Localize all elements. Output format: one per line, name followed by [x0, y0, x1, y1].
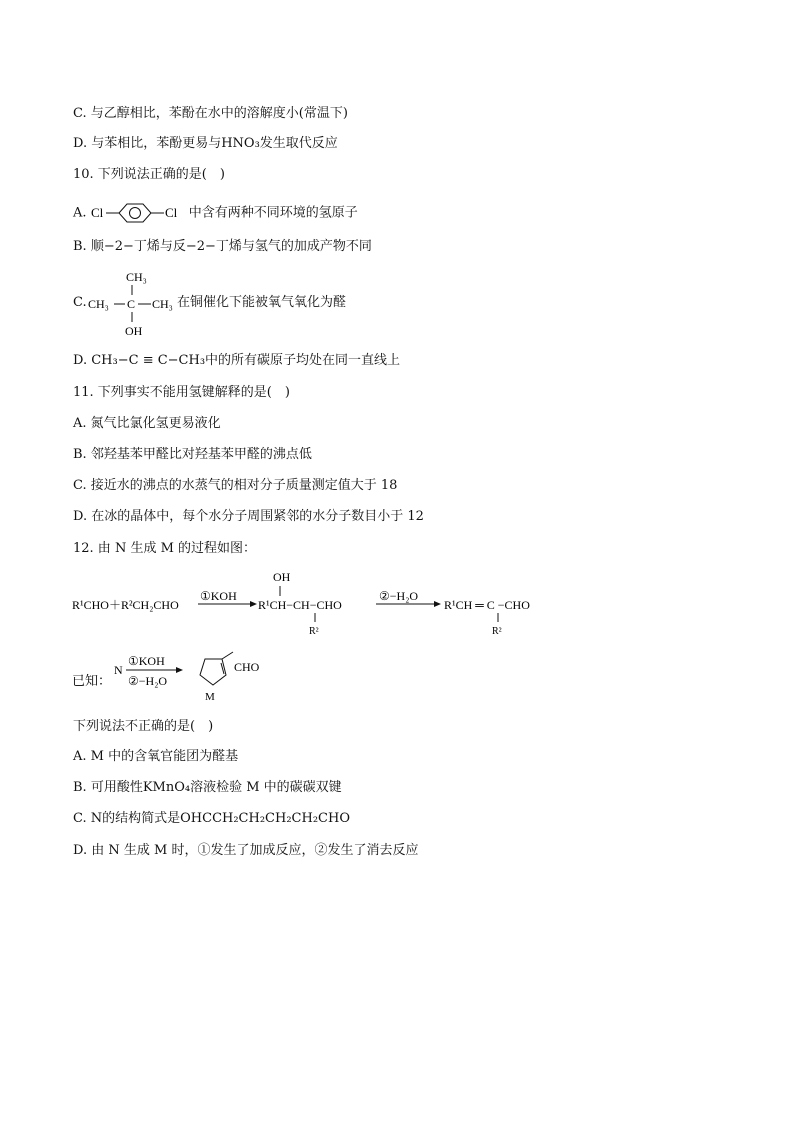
- reactants-label: R¹CHO＋R²CH₂CHO: [72, 598, 179, 612]
- known-condition-2: ②−H₂O: [128, 674, 168, 688]
- known-cho: CHO: [234, 660, 260, 674]
- right-ch3: CH₃: [152, 297, 173, 311]
- cho-bond: [222, 652, 233, 659]
- known-arrowhead: [176, 667, 183, 673]
- r2-group-1: R²: [309, 626, 319, 637]
- known-n: N: [114, 663, 123, 677]
- q11-option-d: D. 在冰的晶体中，每个水分子周围紧邻的水分子数目小于 12: [73, 509, 424, 524]
- condition-dehydration: ②−H₂O: [379, 589, 419, 603]
- q11-option-a: A. 氮气比氯化氢更易液化: [73, 416, 221, 431]
- arrowhead-1: [250, 601, 257, 607]
- q11-stem: 11. 下列事实不能用氢键解释的是( ): [73, 385, 290, 400]
- known-condition-1: ①KOH: [128, 654, 165, 668]
- central-c: C: [127, 297, 136, 311]
- q9-option-c: C. 与乙醇相比，苯酚在水中的溶解度小(常温下): [73, 106, 348, 121]
- tert-butanol-structure: [88, 266, 188, 340]
- q9-option-d: D. 与苯相比，苯酚更易与HNO₃发生取代反应: [73, 136, 338, 151]
- benzene-ring: [119, 204, 151, 222]
- q11-option-b: B. 邻羟基苯甲醛比对羟基苯甲醛的沸点低: [73, 447, 312, 462]
- oh-group: OH: [273, 570, 291, 584]
- product-label: R¹CH ═ C −CHO: [444, 598, 530, 612]
- q10-option-b: B. 顺−2−丁烯与反−2−丁烯与氢气的加成产物不同: [73, 239, 372, 254]
- option-a-text: 中含有两种不同环境的氢原子: [188, 205, 358, 221]
- right-cl-label: Cl: [164, 205, 177, 220]
- aldol-reaction-scheme: [70, 566, 570, 640]
- q10-option-d: D. CH₃−C ≡ C−CH₃中的所有碳原子均处在同一直线上: [73, 353, 401, 368]
- q11-option-c: C. 接近水的沸点的水蒸气的相对分子质量测定值大于 18: [73, 478, 398, 493]
- top-ch3: CH₃: [126, 270, 147, 284]
- bottom-oh: OH: [125, 324, 143, 338]
- known-m: M: [205, 691, 215, 703]
- left-ch3: CH₃: [88, 297, 109, 311]
- condition-koh: ①KOH: [200, 589, 237, 603]
- option-a-prefix: A.: [73, 205, 91, 221]
- p-dichlorobenzene-structure: [91, 201, 185, 225]
- q12-ask: 下列说法不正确的是( ): [73, 719, 214, 734]
- q12-option-a: A. M 中的含氧官能团为醛基: [73, 749, 239, 764]
- intermediate-label: R¹CH−CH−CHO: [258, 598, 342, 612]
- known-cyclization-scheme: [70, 650, 290, 708]
- cyclopentene-ring: [200, 659, 226, 685]
- q12-stem: 12. 由 N 生成 M 的过程如图：: [73, 541, 257, 556]
- q12-option-c: C. N的结构简式是OHCCH₂CH₂CH₂CH₂CHO: [73, 811, 350, 826]
- q12-option-b: B. 可用酸性KMnO₄溶液检验 M 中的碳碳双键: [73, 780, 342, 795]
- q10-option-c-text: 在铜催化下能被氧气氧化为醛: [177, 295, 347, 310]
- aromatic-circle: [129, 208, 140, 219]
- q10-option-c-prefix: C.: [73, 295, 87, 310]
- q12-option-d: D. 由 N 生成 M 时，①发生了加成反应，②发生了消去反应: [73, 843, 419, 858]
- r2-group-2: R²: [492, 626, 502, 637]
- left-cl-label: Cl: [90, 205, 103, 220]
- known-label: 已知：: [72, 673, 112, 688]
- q10-stem: 10. 下列说法正确的是( ): [73, 167, 225, 182]
- arrowhead-2: [434, 601, 441, 607]
- q10-option-a: [73, 201, 358, 225]
